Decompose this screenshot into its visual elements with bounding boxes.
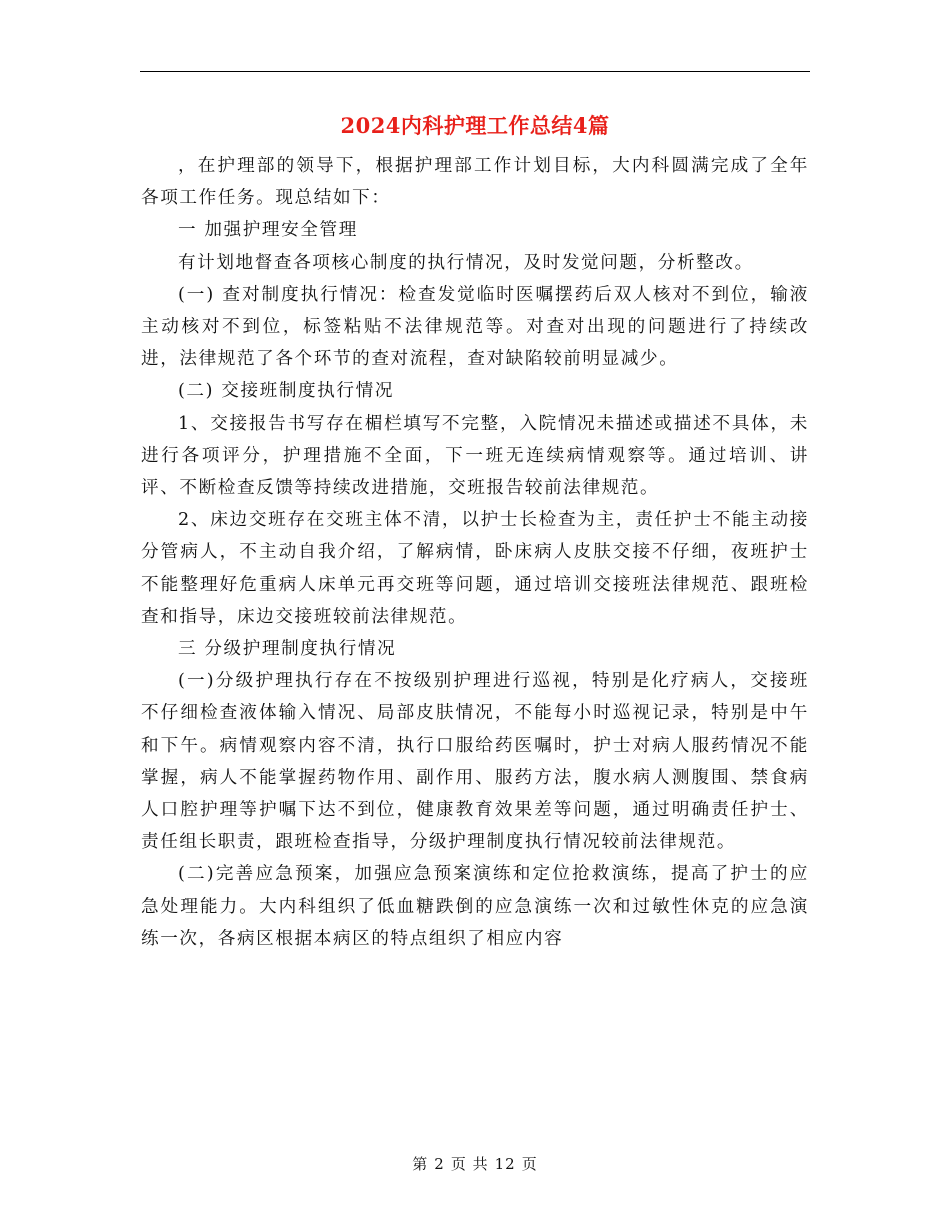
header-rule: [140, 71, 810, 72]
paragraph: (一)分级护理执行存在不按级别护理进行巡视，特别是化疗病人，交接班不仔细检查液体输入情况、局部皮肤情况，不能每小时巡视记录，特别是中午和下午。病情观察内容不清，执行口服给药医嘱时，护士对病人服药情况不能掌握，病人不能掌握药物作用、副作用、服药方法，腹水病人测腹围、禁食病人口腔护理等护嘱下达不到位，健康教育效果差等问题，通过明确责任护士、责任组长职责，跟班检查指导，分级护理制度执行情况较前法律规范。: [141, 671, 809, 853]
paragraph: (二)完善应急预案，加强应急预案演练和定位抢救演练，提高了护士的应急处理能力。大内科组织了低血糖跌倒的应急演练一次和过敏性休克的应急演练一次，各病区根据本病区的特点组织了相应内容: [141, 864, 809, 949]
document-body: [141, 150, 809, 955]
paragraph: (一) 查对制度执行情况：检查发觉临时医嘱摆药后双人核对不到位，输液主动核对不到位，标签粘贴不法律规范等。对查对出现的问题进行了持续改进，法律规范了各个环节的查对流程，查对缺陷较前明显减少。: [141, 284, 809, 370]
section-heading-1: 一 加强护理安全管理: [177, 220, 358, 241]
page-footer: [0, 1153, 950, 1174]
page-number: 2: [434, 1155, 445, 1173]
paragraph: 1、交接报告书写存在楣栏填写不完整，入院情况未描述或描述不具体，未进行各项评分，护理措施不全面，下一班无连续病情观察等。通过培训、讲评、不断检查反馈等持续改进措施，交班报告较前法律规范。: [141, 413, 809, 499]
subsection-heading: (二) 交接班制度执行情况: [177, 381, 395, 402]
paragraph: 有计划地督查各项核心制度的执行情况，及时发觉问题，分析整改。: [177, 252, 754, 273]
section-heading-3: 三 分级护理制度执行情况: [177, 639, 397, 660]
document-title: 2024内科护理工作总结4篇: [340, 113, 610, 138]
footer-suffix: 页: [521, 1155, 538, 1173]
paragraph-intro: ，在护理部的领导下，根据护理部工作计划目标，大内科圆满完成了全年各项工作任务。现总结如下：: [141, 156, 809, 209]
page-total: 12: [494, 1155, 516, 1173]
paragraph: 2、床边交班存在交班主体不清，以护士长检查为主，责任护士不能主动接分管病人，不主动自我介绍，了解病情，卧床病人皮肤交接不仔细，夜班护士不能整理好危重病人床单元再交班等问题，通过培训交接班法律规范、跟班检查和指导，床边交接班较前法律规范。: [141, 510, 809, 627]
footer-prefix: 第: [412, 1155, 429, 1173]
footer-middle: 页 共: [450, 1155, 489, 1173]
